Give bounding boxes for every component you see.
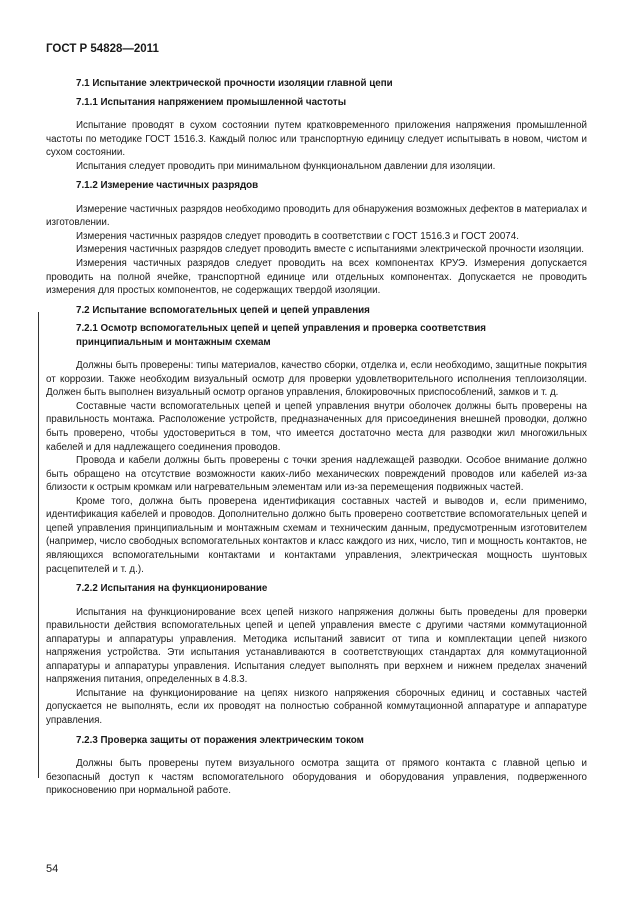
- section-7-2-title: 7.2 Испытание вспомогательных цепей и цепей управления: [76, 304, 370, 316]
- paragraph: Испытания на функционирование всех цепей низкого напряжения должны быть проведены для проверки правильности действия вспомогательных цепей и цепей управления вместе с другими частями коммутационной аппаратуры и аппаратуры управления. Методика испытаний зависит от типа и комплектации цепей низкого напряжения устройства. Эти испытания устанавливаются в соответствующих стандартах для коммутационной аппаратуры и аппаратуры управления. Испытания следует выполнять при верхнем и нижнем пределах значений напряжения питания, определенных в 4.8.3.: [46, 606, 587, 686]
- section-7-1-1-title: 7.1.1 Испытания напряжением промышленной частоты: [76, 96, 347, 108]
- paragraph: Измерение частичных разрядов необходимо проводить для обнаружения возможных дефектов в материалах и изготовлении.: [46, 203, 587, 229]
- paragraph: Провода и кабели должны быть проверены с точки зрения надлежащей разводки. Особое внимание должно быть обращено на отсутствие возможности каких-либо механических повреждений проводов или кабелей из-за близости к острым кромкам или нагревательным элементам или из-за перемещения подвижных частей.: [46, 455, 587, 494]
- paragraph: Кроме того, должна быть проверена идентификация составных частей и выводов и, если применимо, идентификация кабелей и проводов. Дополнительно должно быть проверено соответствие вспомогательных цепей и цепей управления принципиальным и монтажным схемам и техническим данным, предусмотренным изготовителем (например, число свободных вспомогательных контактов и класс каждого из них, число, тип и мощность контактов, не являющихся вспомогательными контактами и контактами управления, электрическая мощность шунтовых расцепителей и т. д.).: [46, 495, 587, 575]
- section-7-2-3-title: 7.2.3 Проверка защиты от поражения электрическим током: [76, 734, 364, 746]
- paragraph: Должны быть проверены путем визуального осмотра защита от прямого контакта с главной цепью и безопасный доступ к частям вспомогательного оборудования и оборудования управления, подверженного прикосновению при нормальной работе.: [46, 758, 587, 797]
- document-header: ГОСТ Р 54828—2011: [46, 43, 159, 55]
- paragraph: Должны быть проверены: типы материалов, качество сборки, отделка и, если необходимо, защитные покрытия от коррозии. Также необходим визуальный осмотр для проверки удовлетворительного исполнения теплоизоляции. Должен быть выполнен визуальный осмотр органов управления, блокировочных приспособлений, замков и т. д.: [46, 360, 587, 399]
- paragraph: Испытания следует проводить при минимальном функциональном давлении для изоляции.: [76, 160, 496, 172]
- change-bar: [38, 312, 39, 778]
- paragraph: Измерения частичных разрядов следует проводить в соответствии с ГОСТ 1516.3 и ГОСТ 20074.: [76, 230, 519, 242]
- section-7-1-2-title: 7.1.2 Измерение частичных разрядов: [76, 180, 259, 192]
- page-number: 54: [46, 863, 59, 875]
- paragraph: Измерения частичных разрядов следует проводить на всех компонентах КРУЭ. Измерения допускается проводить на полной ячейке, транспортной единице или отдельных компонентах. Допускается не проводить измерения для простых компонентов, не содержащих твердой изоляции.: [46, 258, 587, 297]
- section-7-2-1-title: 7.2.1 Осмотр вспомогательных цепей и цепей управления и проверка соответствия принципиальным и монтажным схемам: [76, 323, 486, 348]
- page-body: [46, 77, 587, 798]
- paragraph: Составные части вспомогательных цепей и цепей управления внутри оболочек должны быть проверены на правильность монтажа. Расположение устройств, предназначенных для присоединения внешней проводки, должно быть проверено, чтобы удостовериться в том, что имеется достаточно места для разводки жил многожильных кабелей и для надлежащего соединения проводов.: [46, 400, 587, 453]
- section-7-2-2-title: 7.2.2 Испытания на функционирование: [76, 583, 268, 595]
- paragraph: Испытание на функционирование на цепях низкого напряжения сборочных единиц и составных частей допускается не выполнять, если их проводят на полностью собранной коммутационной аппаратуре и аппаратуре управления.: [46, 687, 587, 726]
- paragraph: Испытание проводят в сухом состоянии путем кратковременного приложения напряжения промышленной частоты по методике ГОСТ 1516.3. Каждый полюс или транспортную единицу следует испытывать в новом, чистом и сухом состоянии.: [46, 120, 587, 159]
- paragraph: Измерения частичных разрядов следует проводить вместе с испытаниями электрической прочности изоляции.: [76, 244, 585, 256]
- section-7-1-title: 7.1 Испытание электрической прочности изоляции главной цепи: [76, 78, 393, 89]
